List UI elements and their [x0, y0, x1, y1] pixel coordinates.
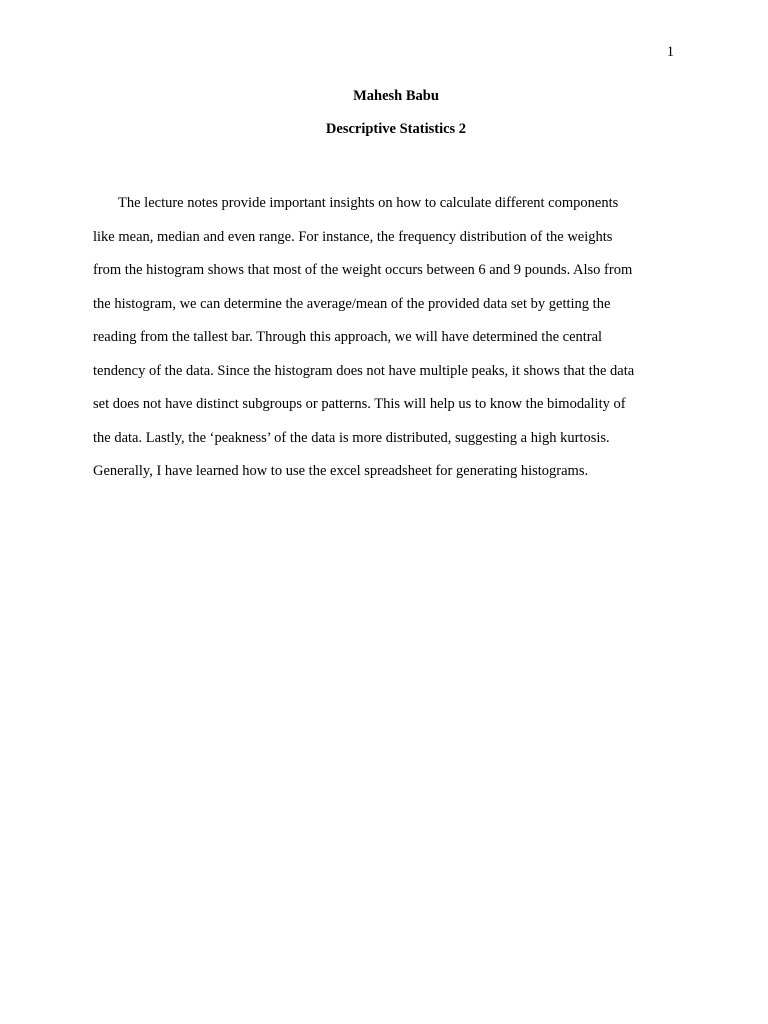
document-title: Descriptive Statistics 2	[325, 121, 467, 137]
paragraph-line: reading from the tallest bar. Through this approach, we will have determined the central	[93, 329, 603, 345]
paragraph-line: the histogram, we can determine the average/mean of the provided data set by getting the	[93, 295, 611, 312]
paragraph-line: Generally, I have learned how to use the excel spreadsheet for generating histograms.	[93, 463, 589, 479]
author-name: Mahesh Babu	[353, 88, 439, 104]
page-number: 1	[666, 44, 674, 60]
paragraph-line: from the histogram shows that most of the weight occurs between 6 and 9 pounds. Also from	[93, 262, 633, 278]
title-block	[0, 87, 768, 138]
body-paragraph	[93, 187, 675, 489]
paragraph-line: the data. Lastly, the ‘peakness’ of the data is more distributed, suggesting a high kurtosis.	[93, 429, 610, 446]
paragraph-line: set does not have distinct subgroups or patterns. This will help us to know the bimodality of	[93, 396, 626, 412]
paragraph-line: like mean, median and even range. For instance, the frequency distribution of the weights	[93, 228, 613, 245]
paragraph-line: tendency of the data. Since the histogram does not have multiple peaks, it shows that the data	[93, 362, 635, 379]
paragraph-line: The lecture notes provide important insights on how to calculate different components	[118, 195, 619, 211]
